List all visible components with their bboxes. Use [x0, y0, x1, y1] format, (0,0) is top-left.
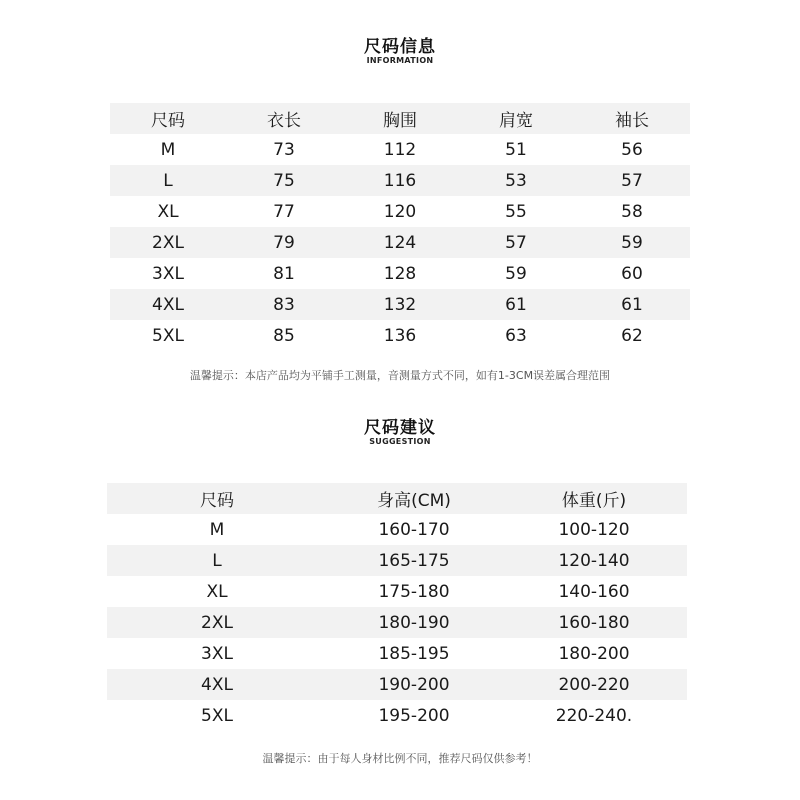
table-cell: 3XL	[152, 263, 184, 284]
table-cell: 5XL	[201, 705, 233, 726]
table-cell: 132	[342, 289, 458, 320]
table-cell: 59	[574, 227, 690, 258]
header-cell-length: 衣长	[226, 103, 342, 134]
header-cell-weight: 体重(斤)	[501, 483, 687, 514]
table-row	[107, 669, 687, 700]
table-cell: 120-140	[501, 545, 687, 576]
header-cell-size: 尺码	[110, 103, 226, 134]
table-cell: 57	[458, 227, 574, 258]
table-cell: 120	[383, 201, 417, 222]
table-cell: 220-240.	[555, 705, 633, 726]
table-cell: 57	[574, 165, 690, 196]
table-cell: 81	[273, 263, 295, 284]
table-cell: 59	[505, 263, 527, 284]
table-cell: 79	[226, 227, 342, 258]
table-cell: 51	[505, 139, 527, 160]
table-cell: 55	[505, 201, 527, 222]
suggest-section-subtitle: SUGGESTION	[369, 437, 431, 446]
table-cell: 5XL	[152, 325, 184, 346]
table-cell: 124	[342, 227, 458, 258]
table-cell: 56	[621, 139, 643, 160]
table-row	[110, 320, 690, 351]
table-cell: 128	[383, 263, 417, 284]
table-cell: 190-200	[327, 669, 501, 700]
table-row	[107, 545, 687, 576]
table-cell: 2XL	[107, 607, 327, 638]
info-section-title: 尺码信息	[364, 37, 436, 57]
table-cell: 85	[273, 325, 295, 346]
table-row	[110, 227, 690, 258]
table-cell: 60	[621, 263, 643, 284]
info-section-subtitle: INFORMATION	[366, 56, 434, 65]
header-cell-sleeve: 袖长	[574, 103, 690, 134]
table-header-row	[110, 103, 690, 134]
table-cell: 75	[226, 165, 342, 196]
table-cell: 180-200	[558, 643, 630, 664]
table-cell: M	[209, 519, 225, 540]
table-row	[107, 514, 687, 545]
table-cell: XL	[157, 201, 179, 222]
table-row	[110, 258, 690, 289]
table-cell: 83	[226, 289, 342, 320]
table-cell: 58	[621, 201, 643, 222]
suggest-section-title: 尺码建议	[364, 418, 436, 438]
table-cell: 180-190	[327, 607, 501, 638]
table-cell: 4XL	[110, 289, 226, 320]
table-row	[110, 165, 690, 196]
table-cell: 53	[458, 165, 574, 196]
table-cell: 3XL	[201, 643, 233, 664]
table-cell: 116	[342, 165, 458, 196]
table-cell: 4XL	[107, 669, 327, 700]
table-cell: 160-170	[378, 519, 450, 540]
table-row	[110, 289, 690, 320]
header-cell-size: 尺码	[107, 483, 327, 514]
table-cell: 195-200	[378, 705, 450, 726]
size-suggestion-table	[107, 483, 687, 731]
table-cell: 63	[505, 325, 527, 346]
table-cell: 165-175	[327, 545, 501, 576]
table-cell: 61	[458, 289, 574, 320]
table-cell: 160-180	[501, 607, 687, 638]
header-cell-height: 身高(CM)	[327, 483, 501, 514]
table-cell: 175-180	[378, 581, 450, 602]
size-info-table	[110, 103, 690, 351]
table-header-row	[107, 483, 687, 514]
header-cell-shoulder: 肩宽	[458, 103, 574, 134]
table-cell: 100-120	[558, 519, 630, 540]
measurement-note: 温馨提示：本店产品均为平铺手工测量，音测量方式不同，如有1-3CM误差属合理范围	[189, 369, 611, 382]
table-row	[107, 700, 687, 731]
table-cell: 73	[273, 139, 295, 160]
header-cell-chest: 胸围	[342, 103, 458, 134]
table-cell: 2XL	[110, 227, 226, 258]
table-cell: M	[160, 139, 176, 160]
table-cell: 140-160	[558, 581, 630, 602]
table-cell: 61	[574, 289, 690, 320]
suggestion-note: 温馨提示：由于每人身材比例不同，推荐尺码仅供参考！	[262, 752, 538, 765]
table-cell: L	[107, 545, 327, 576]
table-cell: 62	[621, 325, 643, 346]
table-cell: L	[110, 165, 226, 196]
table-row	[110, 196, 690, 227]
table-row	[107, 576, 687, 607]
table-cell: 77	[273, 201, 295, 222]
table-cell: 200-220	[501, 669, 687, 700]
table-cell: 136	[383, 325, 417, 346]
table-row	[107, 607, 687, 638]
table-cell: 185-195	[378, 643, 450, 664]
table-row	[107, 638, 687, 669]
table-cell: XL	[206, 581, 228, 602]
table-cell: 112	[383, 139, 417, 160]
table-row	[110, 134, 690, 165]
